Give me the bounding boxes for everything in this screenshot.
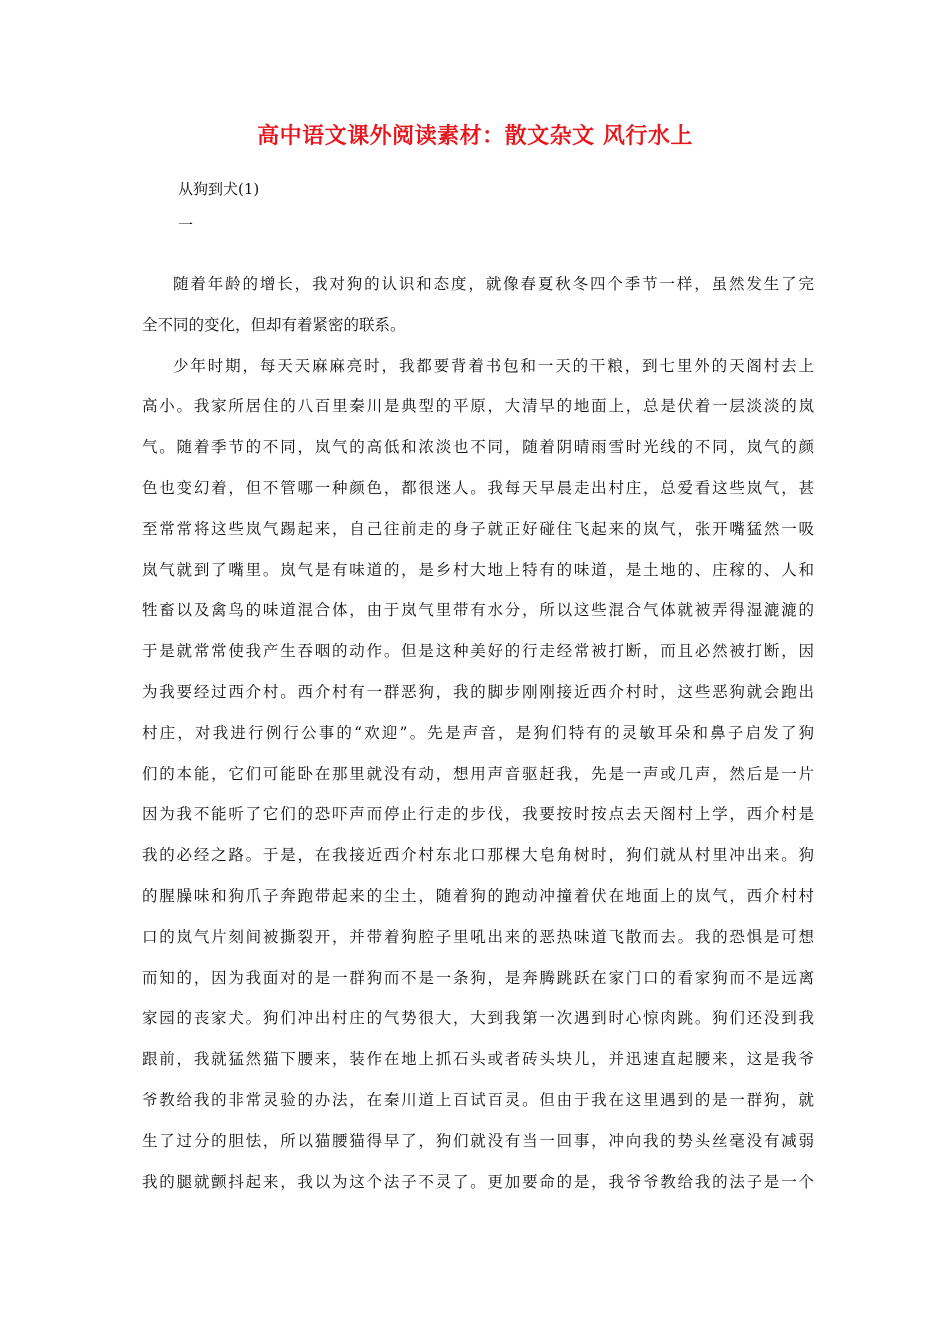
text-line: 少年时期，每天天麻麻亮时，我都要背着书包和一天的干粮，到七里外的天阁村去上 — [173, 356, 814, 375]
text-line: 岚气就到了嘴里。岚气是有味道的，是乡村大地上特有的味道，是土地的、庄稼的、人和 — [142, 560, 814, 579]
text-line: 跟前，我就猛然猫下腰来，装作在地上抓石头或者砖头块儿，并迅速直起腰来，这是我爷 — [142, 1050, 814, 1069]
text-line: 高小。我家所居住的八百里秦川是典型的平原，大清早的地面上，总是伏着一层淡淡的岚 — [142, 397, 814, 416]
text-line: 于是就常常使我产生吞咽的动作。但是这种美好的行走经常被打断，而且必然被打断，因 — [142, 642, 814, 661]
text-line: 而知的，因为我面对的是一群狗而不是一条狗，是奔腾跳跃在家门口的看家狗而不是远离 — [142, 968, 814, 987]
text-line: 们的本能，它们可能卧在那里就没有动，想用声音驱赶我，先是一声或几声，然后是一片 — [142, 764, 814, 783]
section-number: 一 — [178, 216, 194, 234]
text-line: 的腥臊味和狗爪子奔跑带起来的尘土，随着狗的跑动冲撞着伏在地面上的岚气，西介村村 — [142, 886, 814, 905]
text-line: 我的必经之路。于是，在我接近西介村东北口那棵大皂角树时，狗们就从村里冲出来。狗 — [142, 846, 814, 865]
text-line: 因为我不能听了它们的恐吓声而停止行走的步伐，我要按时按点去天阁村上学，西介村是 — [142, 805, 814, 824]
text-line: 我的腿就颤抖起来，我以为这个法子不灵了。更加要命的是，我爷爷教给我的法子是一个 — [142, 1172, 814, 1191]
document-title: 高中语文课外阅读素材：散文杂文 风行水上 — [257, 123, 693, 149]
text-line: 家园的丧家犬。狗们冲出村庄的气势很大，大到我第一次遇到时心惊肉跳。狗们还没到我 — [142, 1009, 814, 1028]
text-line: 至常常将这些岚气踢起来，自己往前走的身子就正好碰住飞起来的岚气，张开嘴猛然一吸 — [142, 519, 814, 538]
text-line: 色也变幻着，但不管哪一种颜色，都很迷人。我每天早晨走出村庄，总爱看这些岚气，甚 — [142, 478, 814, 497]
document-subtitle: 从狗到犬(1) — [178, 180, 260, 198]
text-line: 全不同的变化，但却有着紧密的联系。 — [142, 315, 406, 334]
text-line: 牲畜以及禽鸟的味道混合体，由于岚气里带有水分，所以这些混合气体就被弄得湿漉漉的 — [142, 601, 814, 620]
text-line: 随着年龄的增长，我对狗的认识和态度，就像春夏秋冬四个季节一样，虽然发生了完 — [173, 275, 814, 293]
body-text — [142, 272, 814, 1210]
text-line: 生了过分的胆怯，所以猫腰猫得早了，狗们就没有当一回事，冲向我的势头丝毫没有减弱 — [142, 1131, 814, 1150]
text-line: 口的岚气片刻间被撕裂开，并带着狗腔子里吼出来的恶热味道飞散而去。我的恐惧是可想 — [142, 927, 814, 946]
text-line: 为我要经过西介村。西介村有一群恶狗，我的脚步刚刚接近西介村时，这些恶狗就会跑出 — [142, 682, 814, 701]
text-line: 气。随着季节的不同，岚气的高低和浓淡也不同，随着阴晴雨雪时光线的不同，岚气的颜 — [142, 438, 814, 457]
text-line: 爷教给我的非常灵验的办法，在秦川道上百试百灵。但由于我在这里遇到的是一群狗，就 — [142, 1090, 814, 1109]
text-line: 村庄，对我进行例行公事的“欢迎”。先是声音，是狗们特有的灵敏耳朵和鼻子启发了狗 — [142, 723, 814, 742]
